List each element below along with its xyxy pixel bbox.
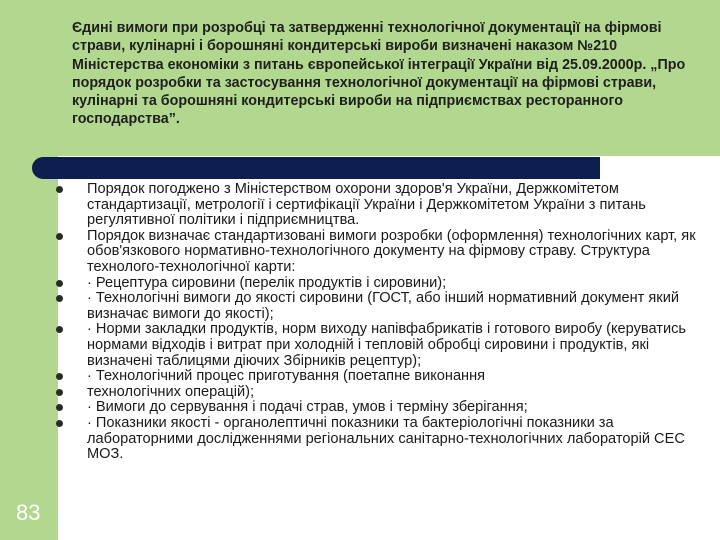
- slide-title: Єдині вимоги при розробці та затвердженні технологічної документації на фірмові страви, кулінарні і борошняні кондитерські вироби визначені наказом №210 Міністерства економіки з питань європейської інтеграції України від 25.09.2000р. „Про порядок розробки та застосування технологічної документації на фірмові страви, кулінарні та борошняні кондитерські вироби на підприємствах ресторанного господарства”.: [72, 20, 686, 128]
- list-item: [45, 369, 705, 385]
- bullet-text: Порядок визначає стандартизовані вимоги розробки (оформлення) технологічних карт, як обов'язкового нормативно-технологічного документу на фірмову страву. Структура технолого-технологічної карти:: [87, 227, 696, 275]
- bullet-text: · Рецептура сировини (перелік продуктів і сировини);: [87, 274, 447, 291]
- bullet-text: · Норми закладки продуктів, норм виходу напівфабрикатів і готового виробу (керуватись нормами відходів і витрат при холодній і тепловій обробці сировини і продуктів, які визначені таблицями діючих Збірників рецептур);: [87, 321, 686, 369]
- bullet-text: · Показники якості - органолептичні показники та бактеріологічні показники за лабораторними дослідженнями регіональних санітарно-технологічних лабораторій СЕС МОЗ.: [87, 414, 685, 463]
- list-item: [45, 416, 705, 463]
- bullet-icon: [56, 326, 63, 333]
- bullet-text: · Технологічний процес приготування (поетапне виконання: [87, 368, 486, 385]
- bullet-text: Порядок погоджено з Міністерством охорони здоров'я України, Держкомітетом стандартизації, метрології і сертифікації України і Держкомітетом України з питань регулятивної політики і підприємництва.: [87, 181, 646, 229]
- divider-bar: [32, 157, 600, 179]
- list-item: [45, 229, 705, 276]
- bullet-icon: [56, 373, 63, 380]
- bullet-list: [45, 182, 705, 463]
- bullet-text: · Вимоги до сервування і подачі страв, умов і терміну зберігання;: [87, 399, 528, 416]
- bullet-icon: [56, 233, 63, 240]
- list-item: [45, 322, 705, 369]
- bullet-icon: [56, 280, 63, 287]
- bullet-icon: [56, 420, 63, 427]
- bullet-icon: [56, 186, 63, 193]
- list-item: [45, 291, 705, 322]
- bullet-icon: [56, 389, 63, 396]
- bullet-icon: [56, 404, 63, 411]
- list-item: [45, 276, 705, 292]
- bullet-icon: [56, 295, 63, 302]
- bullet-text: технологічних операцій);: [87, 383, 255, 400]
- page-number: 83: [16, 500, 41, 525]
- list-item: [45, 182, 705, 229]
- list-item: [45, 400, 705, 416]
- bullet-text: · Технологічні вимоги до якості сировини (ГОСТ, або інший нормативний документ який визначає вимоги до якості);: [87, 290, 679, 322]
- list-item: [45, 385, 705, 401]
